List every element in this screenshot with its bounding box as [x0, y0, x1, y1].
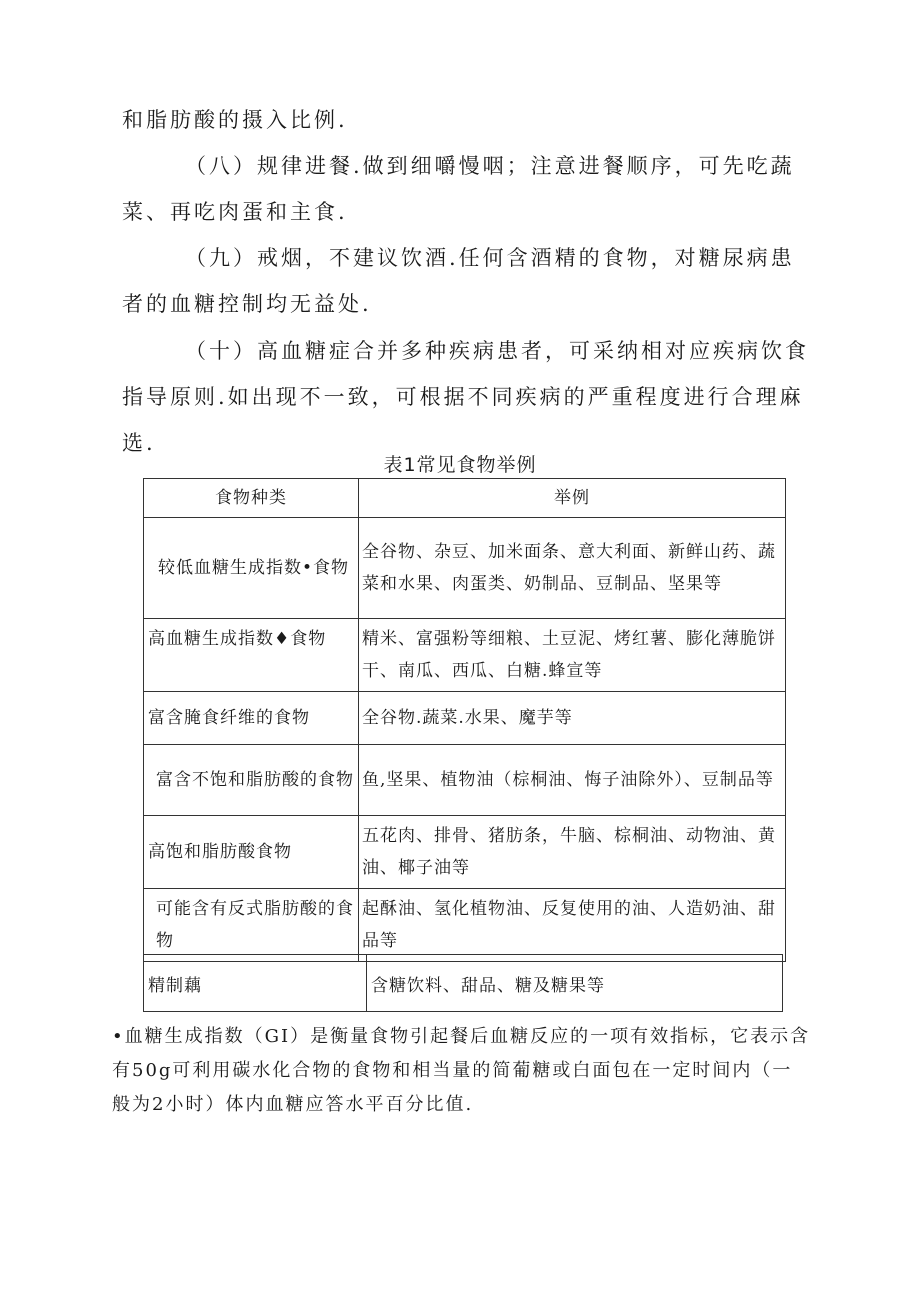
paragraph-9-no-smoking-drinking: （九）戒烟，不建议饮酒.任何含酒精的食物，对糖尿病患者的血糖控制均无益处. [122, 246, 795, 316]
row-category: 高饱和脂肪酸食物 [144, 816, 359, 889]
row-category: 可能含有反式脂肪酸的食物 [144, 889, 359, 962]
row-examples: 含糖饮料、甜品、糖及糖果等 [367, 955, 783, 1012]
paragraph-8-regular-meals: （八）规律进餐.做到细嚼慢咽；注意进餐顺序，可先吃蔬菜、再吃肉蛋和主食. [122, 154, 795, 224]
row-examples: 精米、富强粉等细粮、土豆泥、烤红薯、膨化薄脆饼干、南瓜、西瓜、白糖.蜂宣等 [359, 619, 786, 692]
row-category: 精制藕 [144, 955, 367, 1012]
header-examples: 举例 [359, 479, 786, 518]
table-row [144, 955, 783, 1012]
row-category: 富含腌食纤维的食物 [144, 692, 359, 745]
table-row [144, 889, 786, 962]
food-examples-table [143, 478, 786, 962]
header-food-category: 食物种类 [144, 479, 359, 518]
row-category: 高血糖生成指数♦食物 [144, 619, 359, 692]
table-row [144, 619, 786, 692]
table-row [144, 816, 786, 889]
table-row [144, 745, 786, 816]
food-examples-table-last-row [143, 954, 783, 1012]
row-examples: 全谷物、杂豆、加米面条、意大利面、新鲜山药、蔬菜和水果、肉蛋类、奶制品、豆制品、坚果等 [359, 518, 786, 619]
paragraph-1: 和脂肪酸的摄入比例. [122, 108, 348, 132]
row-category: 富含不饱和脂肪酸的食物 [144, 745, 359, 816]
table-caption: 表1常见食物举例 [383, 454, 537, 476]
row-examples: 五花肉、排骨、猪肪条，牛脑、棕桐油、动物油、黄油、椰子油等 [359, 816, 786, 889]
row-category: 较低血糖生成指数•食物 [144, 518, 359, 619]
row-examples: 鱼,坚果、植物油（棕桐油、悔子油除外）、豆制品等 [359, 745, 786, 816]
row-examples: 全谷物.蔬菜.水果、魔芋等 [359, 692, 786, 745]
gi-footnote: •血糖生成指数（GI）是衡量食物引起餐后血糖反应的一项有效指标，它表示含有50g可利用碳水化合物的食物和相当量的简葡糖或白面包在一定时间内（一般为2小时）体内血糖应答水平百分比值. [112, 1026, 811, 1115]
table-header-row [144, 479, 786, 518]
table-row [144, 518, 786, 619]
table-row [144, 692, 786, 745]
paragraph-10-multiple-diseases: （十）高血糖症合并多种疾病患者，可采纳相对应疾病饮食指导原则.如出现不一致，可根据不同疾病的严重程度进行合理麻选. [122, 339, 809, 455]
row-examples: 起酥油、氢化植物油、反复使用的油、人造奶油、甜品等 [359, 889, 786, 962]
